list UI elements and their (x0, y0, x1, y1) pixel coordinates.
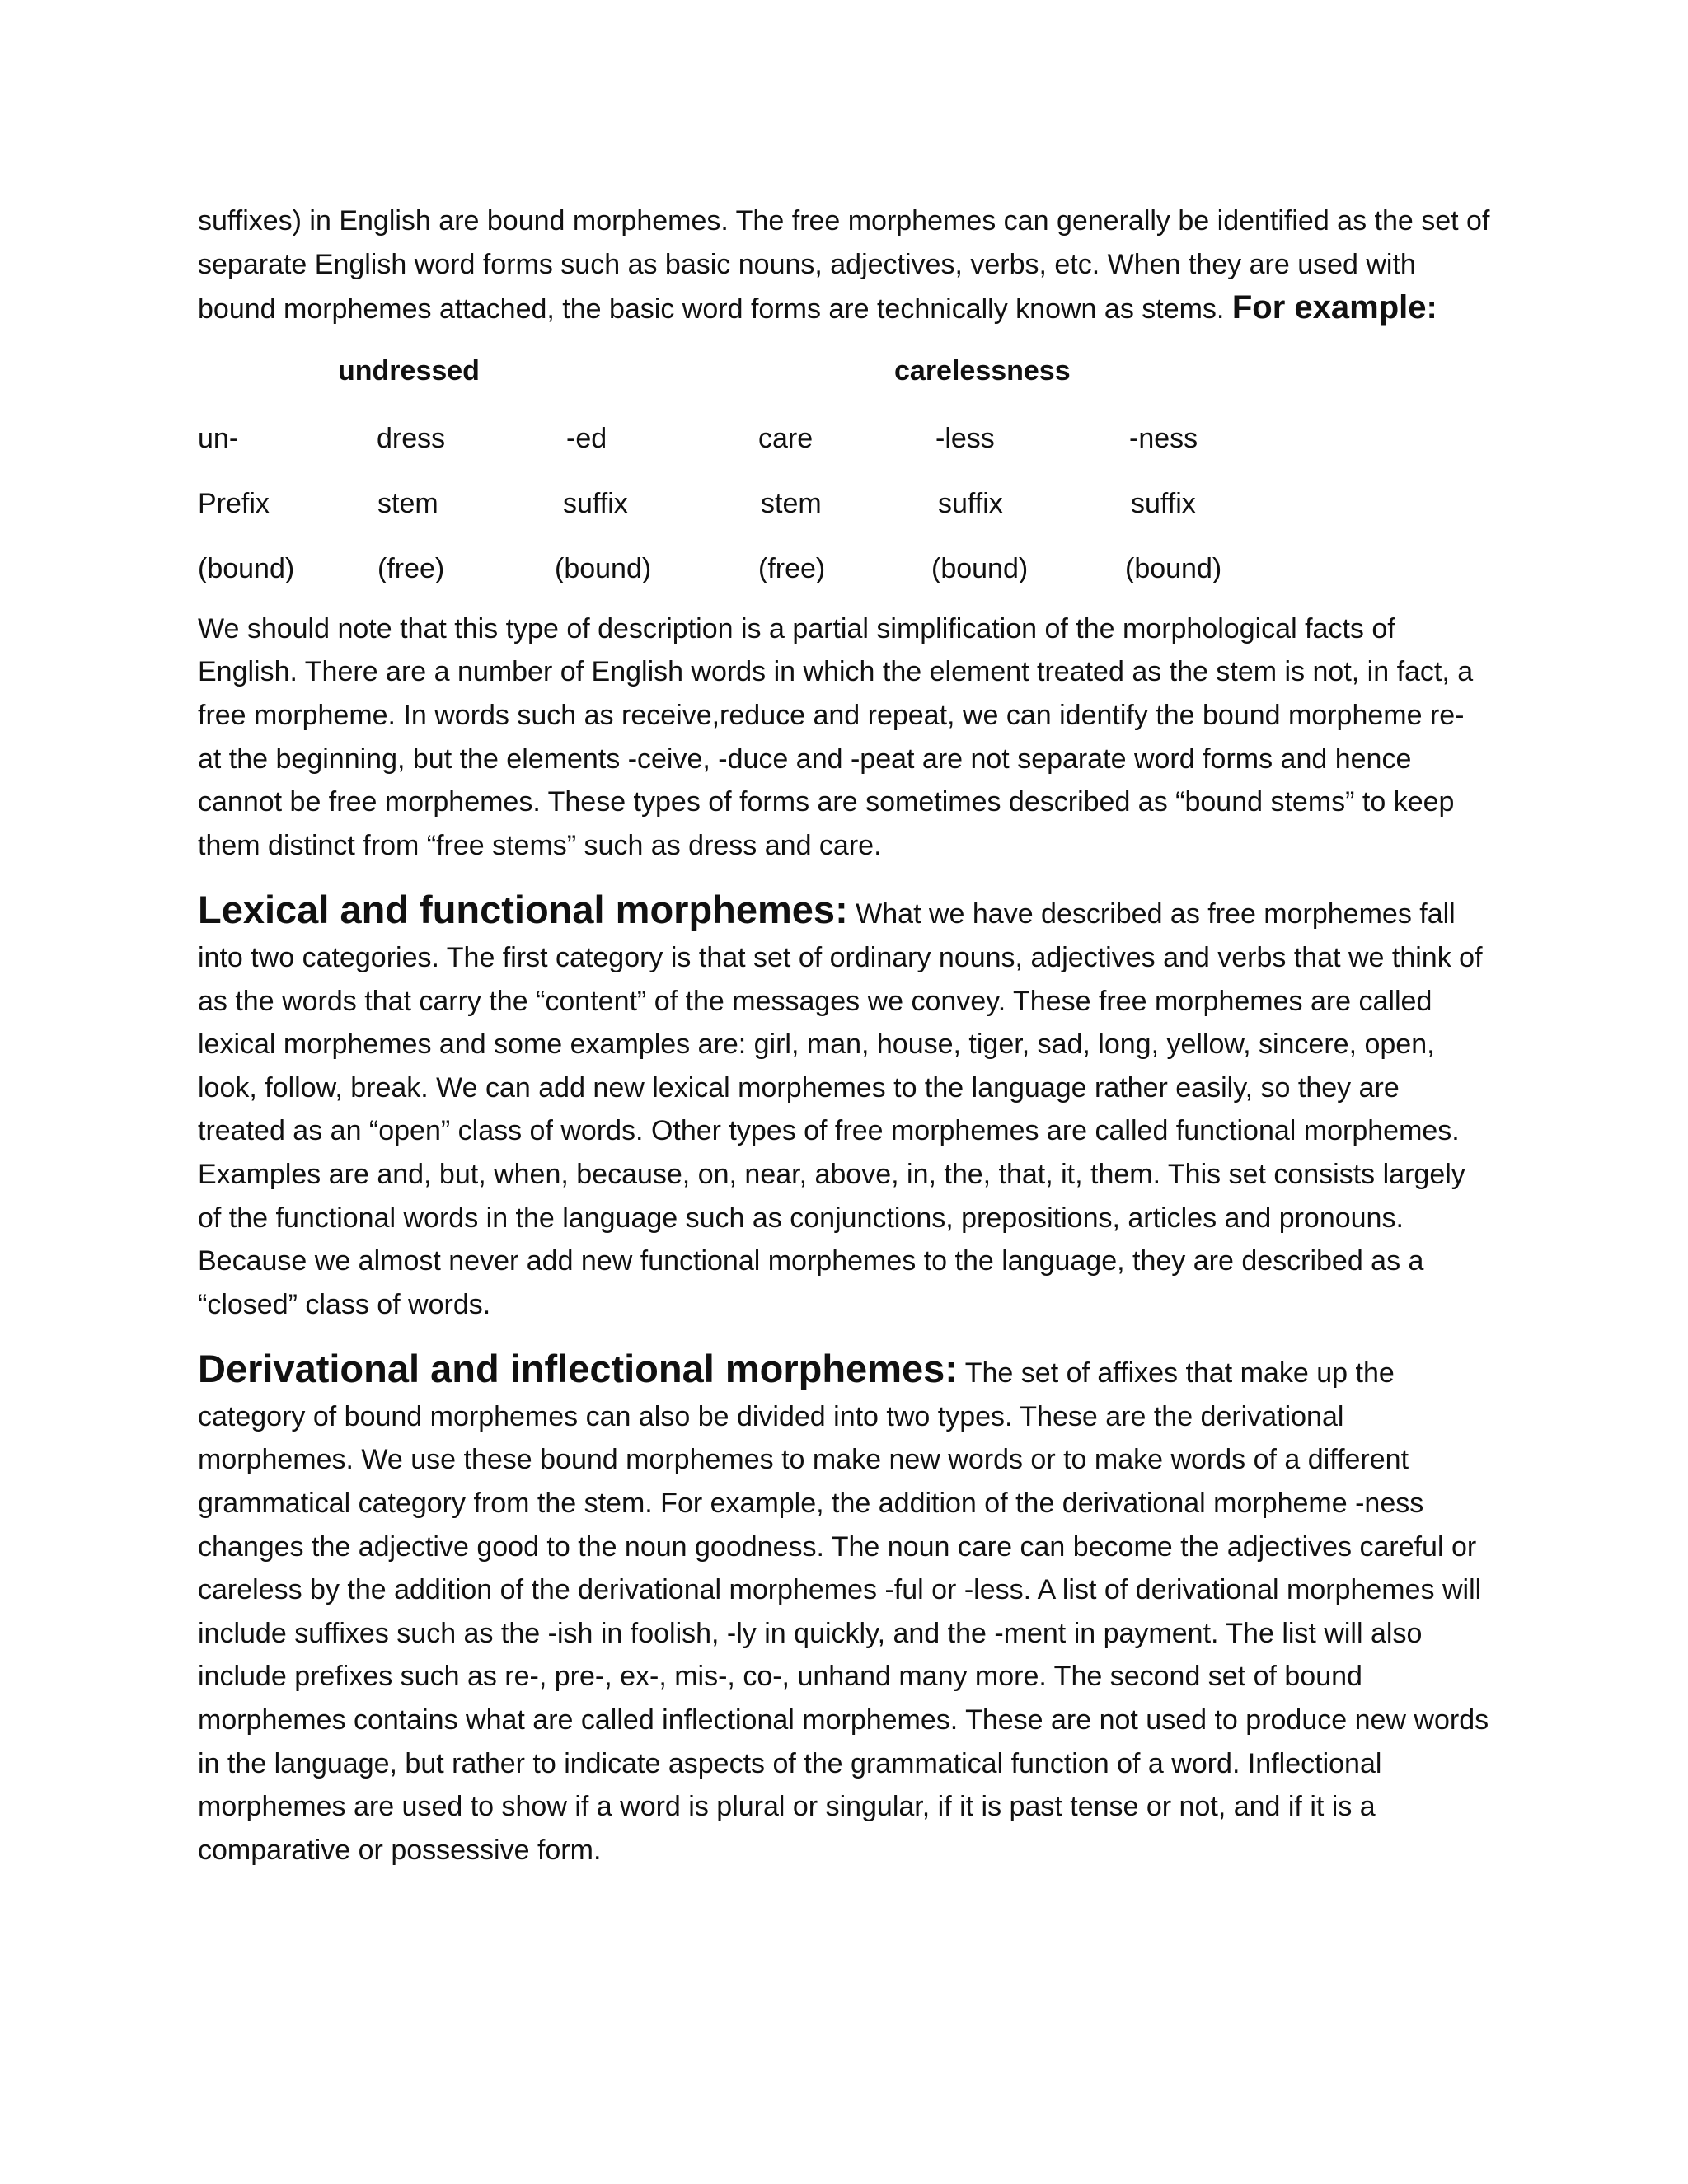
morpheme-row-status (198, 534, 1492, 599)
morpheme-cell: stem (377, 487, 438, 519)
section-heading: Lexical and functional morphemes: (198, 888, 848, 932)
morpheme-row-types (198, 469, 1492, 534)
morpheme-cell: (free) (758, 552, 826, 584)
morpheme-cell: (bound) (555, 552, 652, 584)
document-page (198, 199, 1492, 1872)
morpheme-cell: (bound) (198, 552, 295, 584)
morpheme-cell: care (758, 422, 814, 454)
intro-text: suffixes) in English are bound morphemes. The free morphemes can generally be identified as the set of separate English word forms such as basic nouns, adjectives, verbs, etc. When they are used with bound morphemes attached, the basic word forms are technically known as stems. (198, 205, 1490, 326)
section-derivational-inflectional (198, 1347, 1492, 1872)
morpheme-cell: (bound) (931, 552, 1029, 584)
example-headwords (198, 338, 1492, 404)
morpheme-cell: suffix (938, 487, 1003, 519)
intro-paragraph (198, 199, 1492, 331)
morpheme-cell: un- (198, 422, 239, 454)
example-lead: For example: (1231, 289, 1437, 326)
section-text: What we have described as free morphemes fall into two categories. The first category is that set of ordinary nouns, adjectives and verbs that we think of as the words that carry the “content” of the messages we convey. These free morphemes are called lexical morphemes and some examples are: girl, man, house, tiger, sad, long, yellow, sincere, open, look, follow, break. We can add new lexical morphemes to the language rather easily, so they are treated as an “open” class of words. Other types of free morphemes are called functional morphemes. Examples are and, but, when, because, on, near, above, in, the, that, it, them. This set consists largely of the functional words in the language such as conjunctions, prepositions, articles and pronouns. Because we almost never add new functional morphemes to the language, they are described as a “closed” class of words. (198, 898, 1483, 1320)
morpheme-cell: suffix (1131, 487, 1196, 519)
morpheme-cell: -less (935, 422, 995, 454)
morpheme-cell: dress (377, 422, 446, 454)
morpheme-cell: -ness (1129, 422, 1198, 454)
morpheme-cell: (bound) (1125, 552, 1222, 584)
example-word-undressed: undressed (338, 354, 480, 387)
morpheme-cell: (free) (377, 552, 445, 584)
note-paragraph: We should note that this type of description is a partial simplification of the morphological facts of English. There are a number of English words in which the element treated as the stem is not, in fact, a free morpheme. In words such as receive,reduce and repeat, we can identify the bound morpheme re- at the beginning, but the elements -ceive, -duce and -peat are not separate word forms and hence cannot be free morphemes. These types of forms are sometimes described as “bound stems” to keep them distinct from “free stems” such as dress and care. (198, 612, 1474, 861)
section-lexical-functional (198, 888, 1492, 1326)
section-heading: Derivational and inflectional morphemes: (198, 1347, 958, 1391)
section-text: The set of affixes that make up the category of bound morphemes can also be divided into two types. These are the derivational morphemes. We use these bound morphemes to make new words or to make words of a different grammatical category from the stem. For example, the addition of the derivational morpheme -ness changes the adjective good to the noun goodness. The noun care can become the adjectives careful or careless by the addition of the derivational morphemes -ful or -less. A list of derivational morphemes will include suffixes such as the -ish in foolish, -ly in quickly, and the -ment in payment. The list will also include prefixes such as re-, pre-, ex-, mis-, co-, unhand many more. The second set of bound morphemes contains what are called inflectional morphemes. These are not used to produce new words in the language, but rather to indicate aspects of the grammatical function of a word. Inflectional morphemes are used to show if a word is plural or singular, if it is past tense or not, and if it is a comparative or possessive form. (198, 1357, 1489, 1866)
morpheme-cell: -ed (566, 422, 607, 454)
morpheme-row-forms (198, 404, 1492, 469)
morpheme-cell: stem (761, 487, 822, 519)
example-word-carelessness: carelessness (894, 354, 1071, 387)
morpheme-cell: suffix (563, 487, 628, 519)
morpheme-cell: Prefix (198, 487, 270, 519)
